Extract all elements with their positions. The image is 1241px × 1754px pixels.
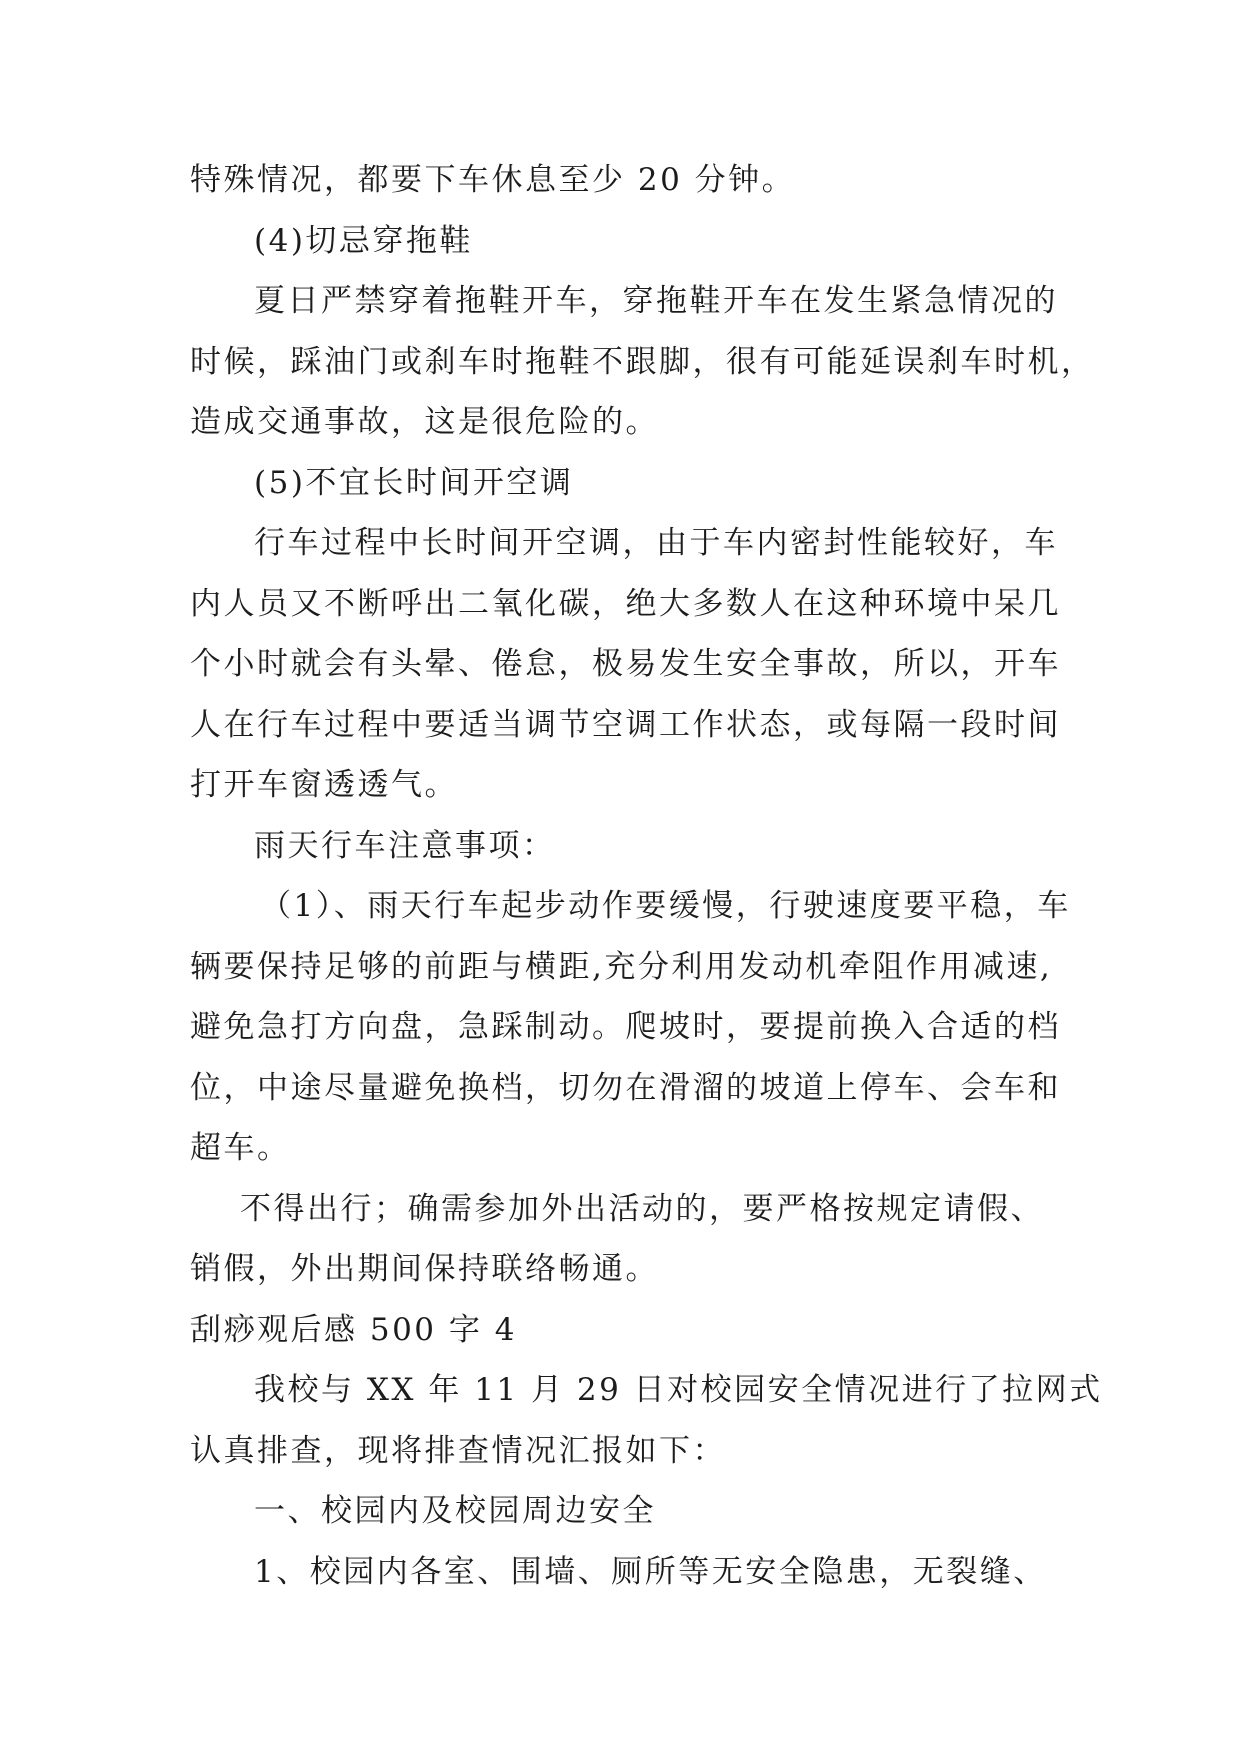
paragraph-campus-item-1 — [190, 1542, 1060, 1603]
text-line: (4)切忌穿拖鞋 — [254, 222, 473, 259]
text-line: 认真排查，现将排查情况汇报如下： — [190, 1432, 726, 1469]
text-line: 时候，踩油门或刹车时拖鞋不跟脚，很有可能延误刹车时机， — [190, 343, 1095, 380]
subheading-item-5 — [190, 453, 1060, 514]
paragraph-no-travel-cont — [190, 1239, 1060, 1300]
text-line: 一、校园内及校园周边安全 — [254, 1493, 656, 1529]
section-title — [190, 1300, 1060, 1361]
paragraph-continuation — [190, 150, 1060, 211]
paragraph-school-check — [190, 1360, 1103, 1421]
paragraph-slippers-cont — [190, 332, 1095, 453]
paragraph-school-check-cont — [190, 1421, 1060, 1482]
text-line: 销假，外出期间保持联络畅通。 — [190, 1251, 659, 1287]
text-line: 夏日严禁穿着拖鞋开车，穿拖鞋开车在发生紧急情况的 — [254, 283, 1058, 319]
subheading-campus-safety — [190, 1481, 1060, 1542]
text-line: 位，中途尽量避免换档，切勿在滑溜的坡道上停车、会车和 — [190, 1069, 1061, 1106]
subheading-rainy-day — [190, 816, 1060, 877]
paragraph-no-travel — [190, 1179, 1060, 1240]
text-line: 雨天行车注意事项： — [254, 827, 556, 864]
text-line: （1）、雨天行车起步动作要缓慢，行驶速度要平稳，车 — [260, 888, 1071, 924]
paragraph-rainy-1-cont — [190, 937, 1060, 1179]
paragraph-aircon — [190, 513, 1060, 574]
text-line: 造成交通事故，这是很危险的。 — [190, 404, 659, 440]
text-line: 个小时就会有头晕、倦怠，极易发生安全事故，所以，开车 — [190, 646, 1061, 682]
text-line: 内人员又不断呼出二氧化碳，绝大多数人在这种环境中呆几 — [190, 585, 1061, 622]
text-line: 辆要保持足够的前距与横距,充分利用发动机牵阻作用减速, — [190, 948, 1053, 985]
paragraph-rainy-1 — [190, 876, 1071, 937]
document-body — [190, 150, 1103, 1602]
paragraph-aircon-cont — [190, 574, 1060, 816]
subheading-item-4 — [190, 211, 1060, 272]
text-line: 刮痧观后感 500 字 4 — [190, 1311, 517, 1348]
text-line: 避免急打方向盘，急踩制动。爬坡时，要提前换入合适的档 — [190, 1009, 1061, 1045]
text-line: 行车过程中长时间开空调，由于车内密封性能较好，车 — [254, 525, 1058, 561]
text-line: 我校与 XX 年 11 月 29 日对校园安全情况进行了拉网式 — [254, 1372, 1103, 1408]
text-line: (5)不宜长时间开空调 — [254, 464, 574, 501]
text-line: 打开车窗透透气。 — [190, 767, 458, 803]
text-line: 1、校园内各室、围墙、厕所等无安全隐患，无裂缝、 — [254, 1553, 1047, 1590]
text-line: 特殊情况，都要下车休息至少 20 分钟。 — [190, 162, 796, 198]
text-line: 不得出行；确需参加外出活动的，要严格按规定请假、 — [240, 1190, 1044, 1227]
paragraph-slippers — [190, 271, 1060, 332]
text-line: 超车。 — [190, 1130, 291, 1166]
text-line: 人在行车过程中要适当调节空调工作状态，或每隔一段时间 — [190, 706, 1061, 743]
